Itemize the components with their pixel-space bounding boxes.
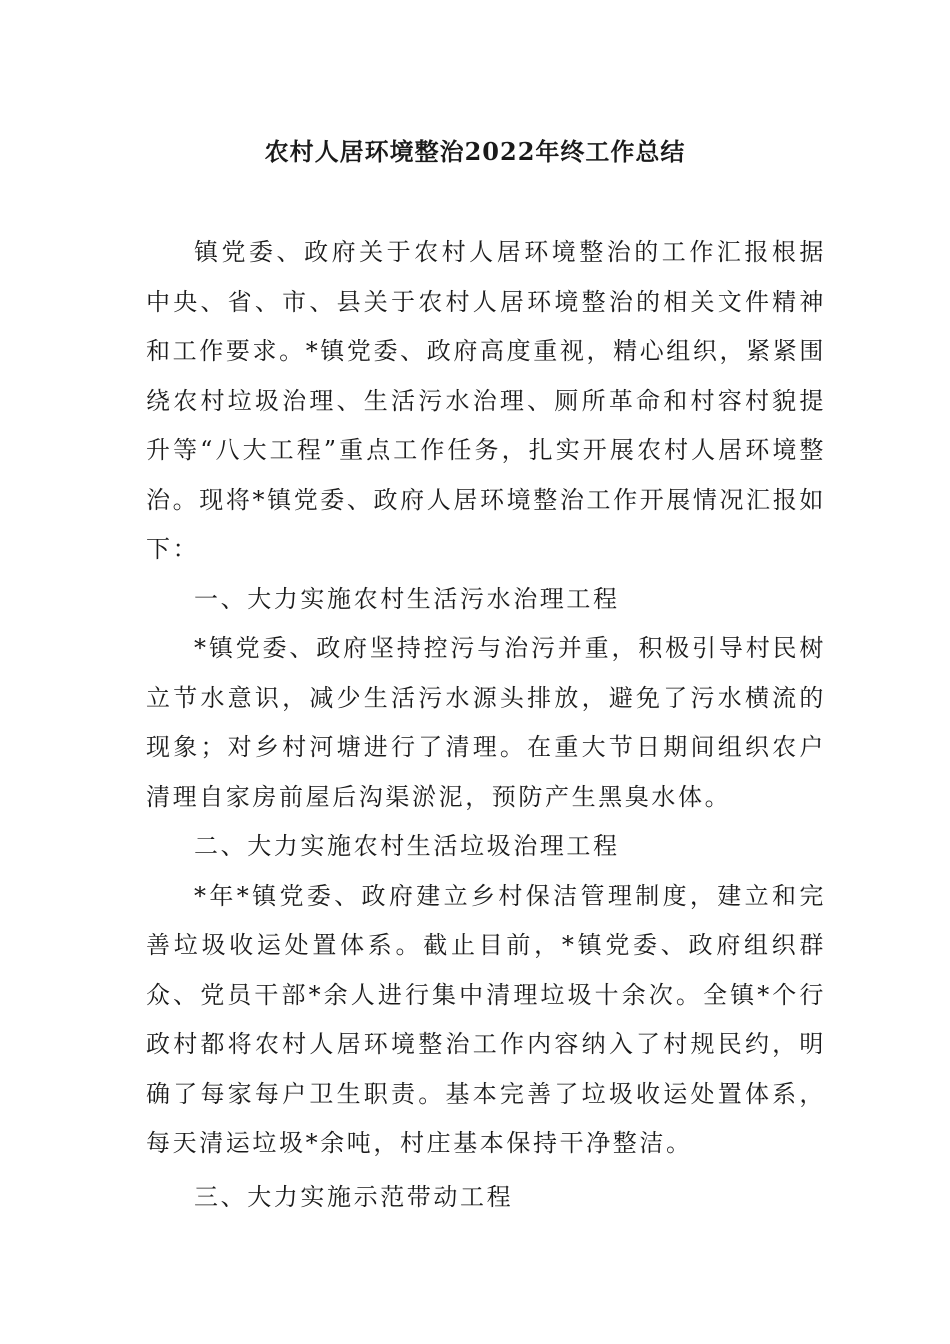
intro-paragraph: 镇党委、政府关于农村人居环境整治的工作汇报根据中央、省、市、县关于农村人居环境整治的相关文件精神和工作要求。*镇党委、政府高度重视，精心组织，紧紧围绕农村垃圾治理、生活污水治理、厕所革命和村容村貌提升等“八大工程”重点工作任务，扎实开展农村人居环境整治。现将*镇党委、政府人居环境整治工作开展情况汇报如下： [146,238,826,563]
section-paragraph-2: *年*镇党委、政府建立乡村保洁管理制度，建立和完善垃圾收运处置体系。截止目前，*镇党委、政府组织群众、党员干部*余人进行集中清理垃圾十余次。全镇*个行政村都将农村人居环境整治工作内容纳入了村规民约，明确了每家每户卫生职责。基本完善了垃圾收运处置体系，每天清运垃圾*余吨，村庄基本保持干净整洁。 [146,881,826,1157]
document-title: 农村人居环境整治2022年终工作总结 [264,137,686,166]
section-paragraph-1: *镇党委、政府坚持控污与治污并重，积极引导村民树立节水意识，减少生活污水源头排放，避免了污水横流的现象；对乡村河塘进行了清理。在重大节日期间组织农户清理自家房前屋后沟渠淤泥，预防产生黑臭水体。 [146,634,826,811]
section-heading-1: 一、大力实施农村生活污水治理工程 [194,584,620,613]
section-heading-2: 二、大力实施农村生活垃圾治理工程 [194,832,620,860]
section-heading-3: 三、大力实施示范带动工程 [194,1182,514,1211]
document-body [146,228,826,1222]
